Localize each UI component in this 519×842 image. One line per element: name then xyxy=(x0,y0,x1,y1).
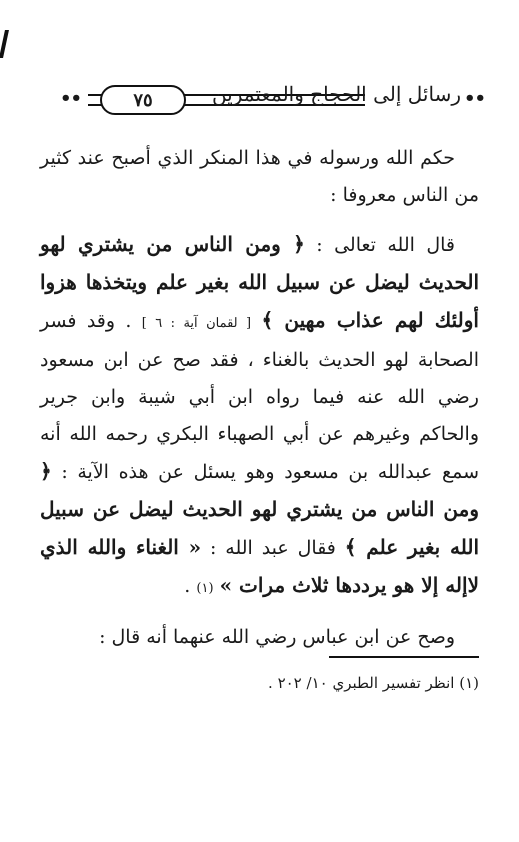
paragraph-1: حكم الله ورسوله في هذا المنكر الذي أصبح عند كثير من الناس معروفا : xyxy=(40,147,479,206)
header-dots-left: •• xyxy=(60,88,82,109)
verse-intro: قال الله تعالى : xyxy=(316,234,455,256)
quran-verse-repeat: ﴿ ومن الناس من يشتري لهو الحديث ليضل عن سبيل الله بغير علم ﴾ xyxy=(40,459,480,559)
paragraph-3: وصح عن ابن عباس رضي الله عنهما أنه قال : xyxy=(99,626,455,648)
said-text: فقال عبد الله : xyxy=(210,537,336,559)
page-body xyxy=(40,140,479,668)
tafsir-text: . وقد فسر الصحابة لهو الحديث بالغناء ، فقد صح عن ابن مسعود رضي الله عنه فيما رواه ابن أبي شيبة وابن جرير والحاكم وغيرهم عن أبي الصهباء البكري رحمه الله أنه سمع عبدالله بن مسعود وهو يسئل عن هذه الآية : xyxy=(40,310,479,483)
header-title: رسائل إلى الحجاج والمعتمرين xyxy=(211,82,461,106)
footnote: (١) انظر تفسير الطبري ١٠/ ٢٠٢ . xyxy=(268,674,479,692)
quran-verse: ﴿ ومن الناس من يشتري لهو الحديث ليضل عن سبيل الله بغير علم ويتخذها هزوا أولئك لهم عذاب مهين ﴾ xyxy=(40,232,479,332)
running-header xyxy=(60,82,485,116)
ibn-masud-quote: « الغناء والله الذي لاإله إلا هو يرددها ثلاث مرات » xyxy=(40,535,479,597)
paragraph-2 xyxy=(40,226,479,607)
sentence-end: . xyxy=(184,575,191,597)
page-number-badge xyxy=(100,85,186,115)
page-edge-mark xyxy=(0,30,9,58)
header-dots-right: •• xyxy=(463,88,485,109)
footnote-marker: (١) xyxy=(196,581,214,596)
page-number: ٧٥ xyxy=(133,89,153,111)
verse-reference: [ لقمان آية : ٦ ] xyxy=(141,316,252,331)
footnote-rule xyxy=(329,656,479,658)
